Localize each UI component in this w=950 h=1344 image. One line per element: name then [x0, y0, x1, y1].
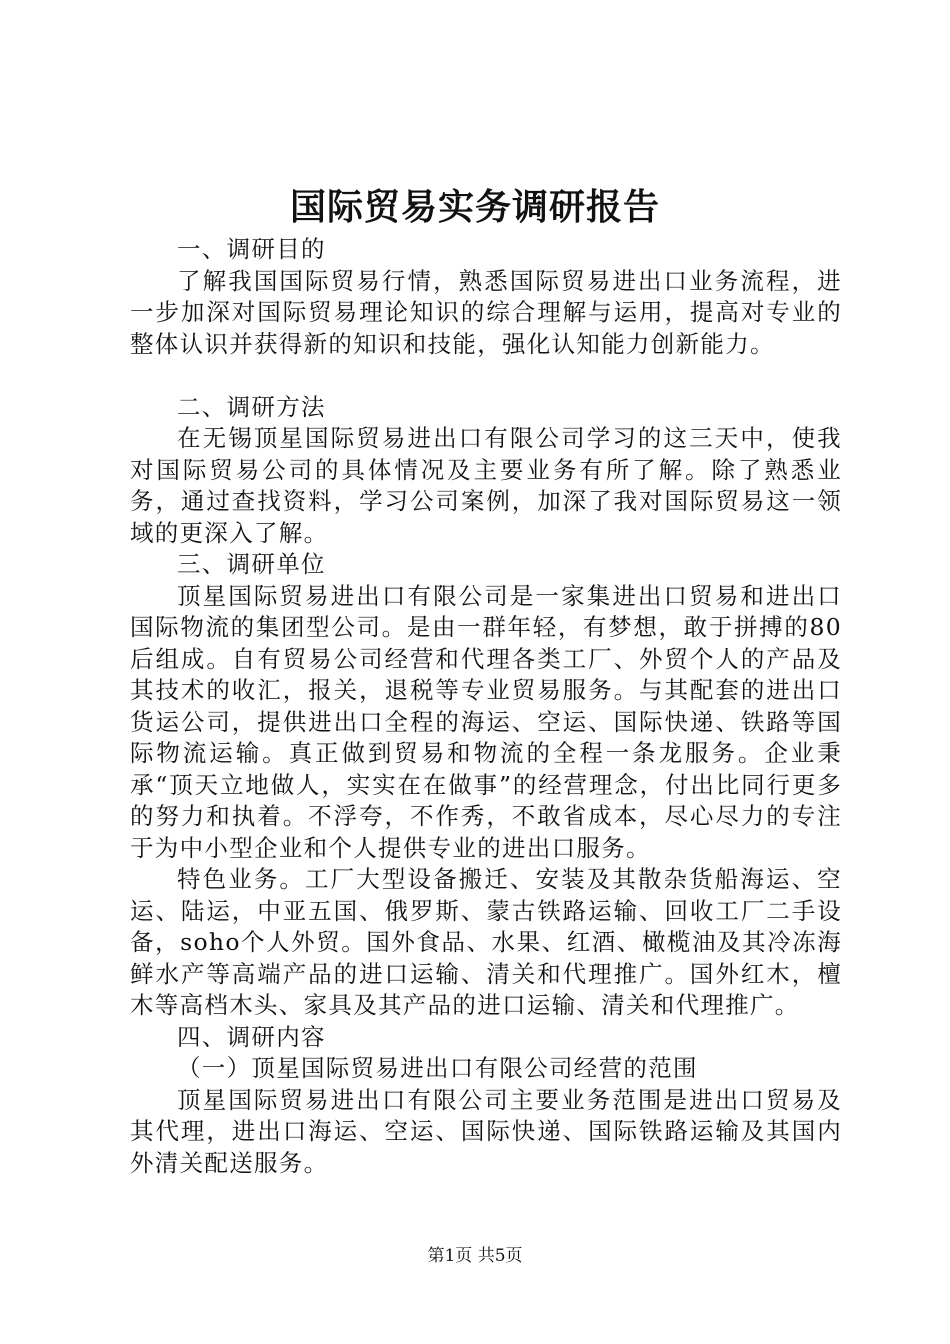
section-heading-content: 四、调研内容: [177, 1022, 326, 1051]
paragraph-method: 在无锡顶星国际贸易进出口有限公司学习的这三天中，使我对国际贸易公司的具体情况及主要业务有所了解。除了熟悉业务，通过查找资料，学习公司案例，加深了我对国际贸易这一领域的更深入了解。: [130, 424, 842, 547]
document-title: 国际贸易实务调研报告: [289, 186, 660, 228]
paragraph-unit-features: 特色业务。工厂大型设备搬迁、安装及其散杂货船海运、空运、陆运，中亚五国、俄罗斯、蒙古铁路运输、回收工厂二手设备，soho个人外贸。国外食品、水果、红酒、橄榄油及其冷冻海鲜水产等高端产品的进口运输、清关和代理推广。国外红木，檀木等高档木头、家具及其产品的进口运输、清关和代理推广。: [130, 865, 842, 1019]
document-body: [130, 234, 842, 1179]
section-heading-method: 二、调研方法: [177, 392, 326, 421]
paragraph-scope: 顶星国际贸易进出口有限公司主要业务范围是进出口贸易及其代理，进出口海运、空运、国际快递、国际铁路运输及其国内外清关配送服务。: [130, 1085, 842, 1177]
section-heading-purpose: 一、调研目的: [177, 235, 326, 263]
subsection-heading-scope: （一）顶星国际贸易进出口有限公司经营的范围: [177, 1054, 698, 1082]
section-heading-unit: 三、调研单位: [177, 550, 326, 578]
paragraph-purpose: 了解我国国际贸易行情，熟悉国际贸易进出口业务流程，进一步加深对国际贸易理论知识的综合理解与运用，提高对专业的整体认识并获得新的知识和技能，强化认知能力创新能力。: [130, 266, 842, 358]
page-footer: 第1页 共5页: [427, 1246, 523, 1266]
paragraph-spacer: [130, 360, 842, 392]
paragraph-unit-intro: 顶星国际贸易进出口有限公司是一家集进出口贸易和进出口国际物流的集团型公司。是由一群年轻，有梦想，敢于拼搏的80后组成。自有贸易公司经营和代理各类工厂、外贸个人的产品及其技术的收汇，报关，退税等专业贸易服务。与其配套的进出口货运公司，提供进出口全程的海运、空运、国际快递、铁路等国际物流运输。真正做到贸易和物流的全程一条龙服务。企业秉承“顶天立地做人，实实在在做事”的经营理念，付出比同行更多的努力和执着。不浮夸，不作秀，不敢省成本，尽心尽力的专注于为中小型企业和个人提供专业的进出口服务。: [130, 581, 842, 862]
